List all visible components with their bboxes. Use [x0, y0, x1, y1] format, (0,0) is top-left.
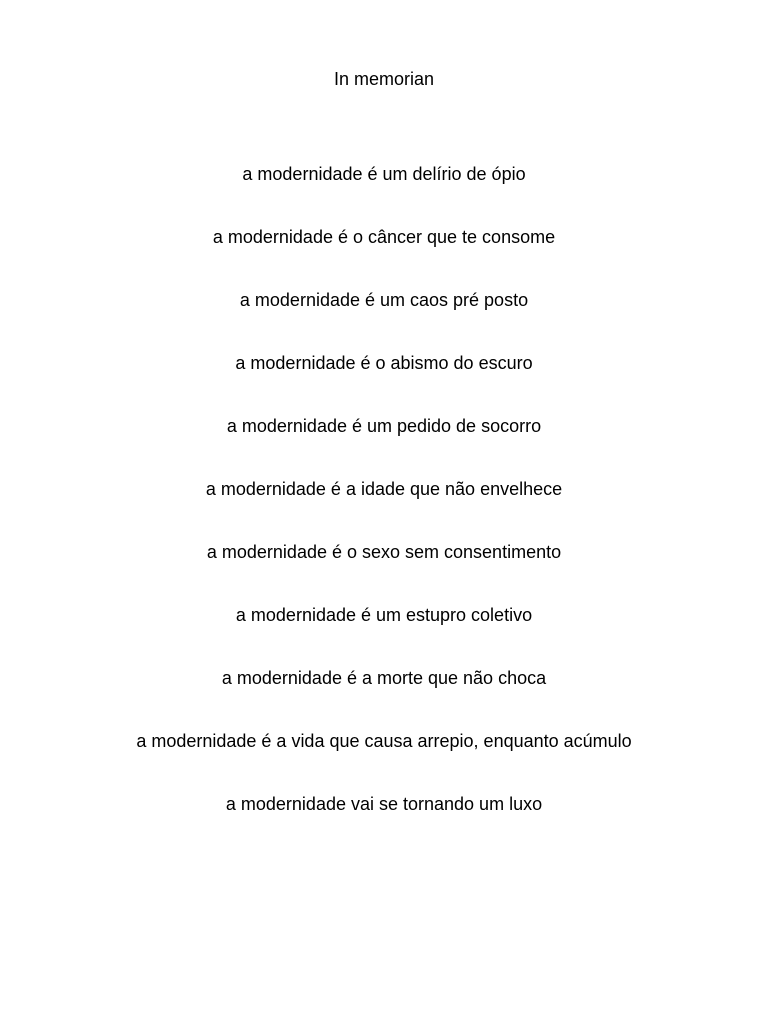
poem-line: a modernidade é um delírio de ópio — [242, 164, 526, 184]
poem-line: a modernidade vai se tornando um luxo — [225, 794, 543, 814]
poem-line: a modernidade é a idade que não envelhece — [205, 479, 563, 499]
poem-line: a modernidade é o sexo sem consentimento — [206, 542, 562, 562]
page-title: In memorian — [333, 69, 435, 89]
poem-line: a modernidade é a vida que causa arrepio, enquanto acúmulo — [136, 731, 632, 751]
poem-line: a modernidade é um pedido de socorro — [226, 416, 542, 436]
poem-line: a modernidade é um estupro coletivo — [235, 605, 533, 625]
poem-line: a modernidade é a morte que não choca — [221, 668, 547, 688]
poem-line: a modernidade é o abismo do escuro — [235, 353, 533, 373]
poem-body — [0, 163, 768, 856]
poem-line: a modernidade é o câncer que te consome — [212, 227, 556, 247]
poem-line: a modernidade é um caos pré posto — [239, 290, 529, 310]
